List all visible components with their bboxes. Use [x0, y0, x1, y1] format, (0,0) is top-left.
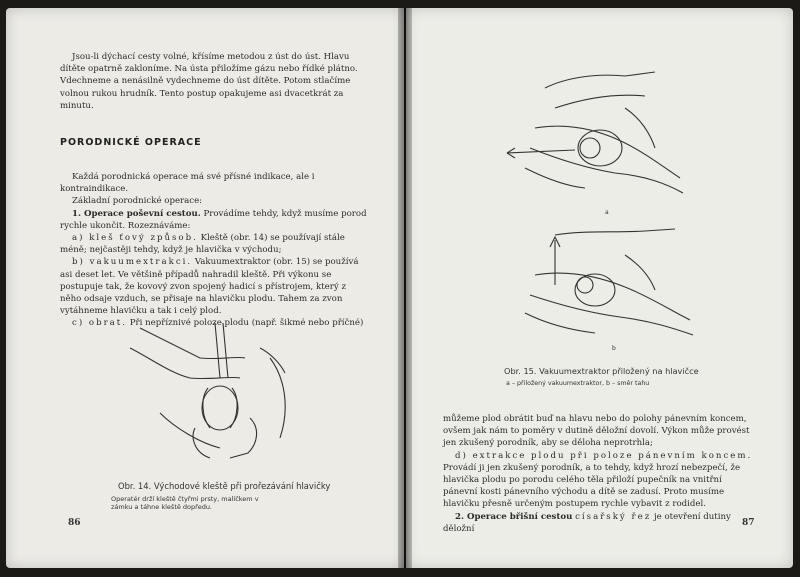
item-d-label: d) extrakce plodu při poloze pánevním koncem. — [455, 450, 753, 461]
forceps-illustration — [120, 318, 320, 468]
figure-14-caption: Obr. 14. Východové kleště při prořezávání hlavičky — [118, 481, 331, 491]
obrat-continuation: můžeme plod obrátit buď na hlavu nebo do polohy pánevním koncem, ovšem jak nám to poměry v dutině děložní dovolí. Výkon může provést jen zkušený porodník, aby se děloha neprotrhla; — [443, 414, 750, 449]
item-a-text: Kleště (obr. 14) se používají stále méně; nejčastěji tehdy, když je hlavička v východu; — [60, 233, 345, 256]
item-c-text: Při nepříznivé poloze plodu (např. šikmé nebo příčné) — [129, 318, 364, 329]
vacuum-extractor-illustration-a — [505, 68, 685, 208]
resuscitation-paragraph: Jsou-li dýchací cesty volné, křísíme metodou z úst do úst. Hlavu dítěte opatrně zakloníme. Na ústa přiložíme gázu nebo řídké plátno. Vdechneme a nenásilně vydechneme do úst dítěte. Potom stlačíme volnou rukou hrudník. Tento postup opakujeme asi dvacetkrát za minutu. — [60, 52, 358, 111]
intro-paragraph: Každá porodnická operace má své přísné indikace, ale i kontraindikace. — [60, 172, 315, 195]
operation-1 — [60, 208, 370, 232]
left-top-paragraph — [60, 51, 370, 112]
item-d-text: Provádí ji jen zkušený porodník, a to tehdy, když hrozí nebezpečí, že hlavička plodu po porodu celého těla přiloží pupečník na vnitřní pánevní kosti pánevního východu a dítě se zadusí. Proto musíme hlavičku přesně určeným postupem rychle vybavit z rodidel. — [443, 462, 741, 510]
item-a-label: a) kleš ťový způsob. — [72, 233, 198, 244]
item-d — [443, 450, 755, 511]
operation-1-text: Provádíme tehdy, když musíme porod rychle ukončit. Rozeznáváme: — [60, 208, 367, 231]
item-a — [60, 232, 370, 256]
types-lead: Základní porodnické operace: — [72, 196, 203, 207]
figure-label-b: b — [612, 345, 616, 352]
operation-2-spaced: císařský řez — [575, 511, 652, 522]
right-page-number: 87 — [742, 518, 755, 528]
figure-14-note: Operatér drží kleště čtyřmi prsty, malíčkem v zámku a táhne kleště dopředu. — [111, 495, 259, 512]
figure-15-caption: Obr. 15. Vakuumextraktor přiložený na hlavičce — [504, 366, 699, 376]
item-c-label: c) obrat. — [72, 318, 127, 329]
vacuum-extractor-illustration-b — [515, 225, 695, 345]
operation-2-label: 2. Operace břišní cestou — [455, 511, 573, 522]
section-heading: PORODNICKÉ OPERACE — [60, 137, 202, 148]
right-body — [443, 413, 755, 535]
left-page-number: 86 — [68, 518, 81, 528]
item-b-text: Vakuumextraktor (obr. 15) se používá asi deset let. Ve většině případů nahradil kleště. Při výkonu se postupuje tak, že kovový zvon spojený hadicí s přístrojem, který z něho odsaje vzduch, se přisaje na hlavičku plodu. Tahem za zvon vytáhneme hlavičku a tak i celý plod. — [60, 257, 359, 317]
item-b — [60, 256, 370, 317]
left-body — [60, 171, 370, 330]
operation-2 — [443, 511, 755, 535]
item-b-label: b) vakuumextrakci. — [72, 257, 193, 268]
book-gutter — [398, 8, 412, 568]
figure-15-note: a – přiložený vakuumextraktor, b – směr tahu — [506, 380, 650, 387]
operation-2-text: je otevření dutiny děložní — [443, 511, 731, 534]
operation-1-label: 1. Operace poševní cestou. — [72, 208, 201, 219]
figure-label-a: a — [605, 209, 609, 216]
